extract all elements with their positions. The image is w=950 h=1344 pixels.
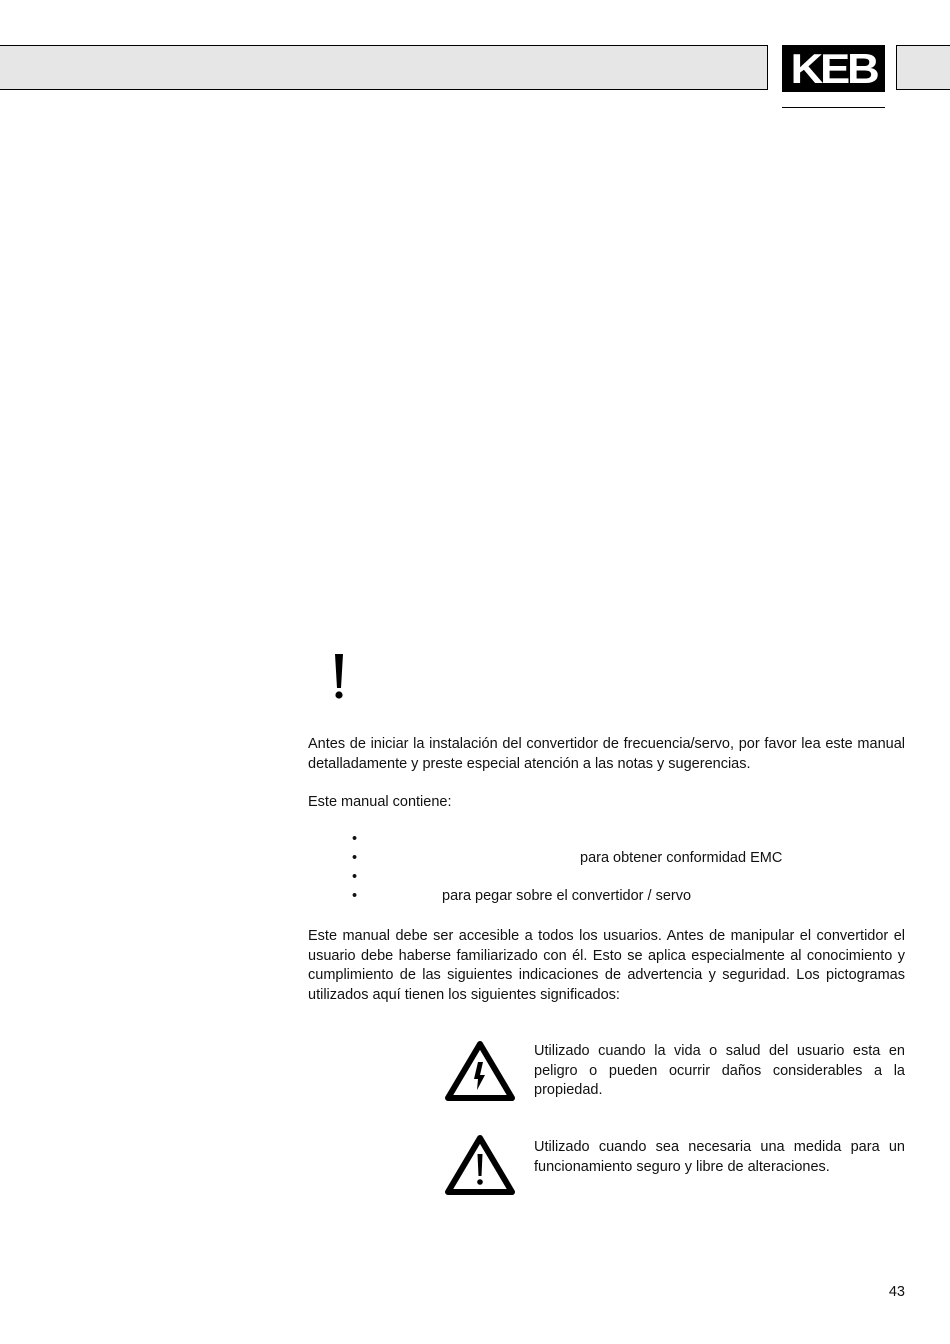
caution-description: Utilizado cuando sea necesaria una medida para un funcionamiento seguro y libre de alteraciones.: [534, 1139, 905, 1175]
header-right-tab: [896, 45, 950, 90]
list-item-text: para pegar sobre el convertidor / servo: [442, 888, 692, 904]
list-item-text: para obtener conformidad EMC: [580, 850, 783, 866]
high-voltage-warning-icon: [445, 1040, 515, 1102]
logo-underline: [782, 107, 885, 108]
high-voltage-description: Utilizado cuando la vida o salud del usuario esta en peligro o pueden ocurrir daños considerables a la propiedad.: [534, 1043, 905, 1098]
bullet-marker: •: [352, 850, 358, 866]
keb-logo: [782, 45, 885, 92]
contains-label: Este manual contiene:: [308, 794, 452, 810]
list-item: [308, 850, 905, 869]
contents-list: [308, 831, 905, 907]
list-item: [308, 888, 905, 907]
bullet-marker: •: [352, 888, 358, 904]
bullet-marker: •: [352, 869, 358, 885]
list-item: [308, 831, 905, 850]
logo-text: KEB: [790, 44, 877, 92]
caution-warning-icon: [445, 1134, 515, 1196]
header-bar: [0, 45, 768, 90]
page-number: 43: [888, 1284, 905, 1300]
bullet-marker: •: [352, 831, 358, 847]
list-item: [308, 869, 905, 888]
intro-paragraph: Antes de iniciar la instalación del convertidor de frecuencia/servo, por favor lea este manual detalladamente y preste especial atención a las notas y sugerencias.: [308, 736, 905, 772]
exclamation-icon: [330, 652, 348, 700]
users-paragraph: Este manual debe ser accesible a todos los usuarios. Antes de manipular el convertidor el usuario debe haberse familiarizado con él. Esto se aplica especialmente al conocimiento y cumplimiento de las siguientes indicaciones de advertencia y seguridad. Los pictogramas utilizados aquí tienen los siguientes significados:: [308, 928, 905, 1003]
